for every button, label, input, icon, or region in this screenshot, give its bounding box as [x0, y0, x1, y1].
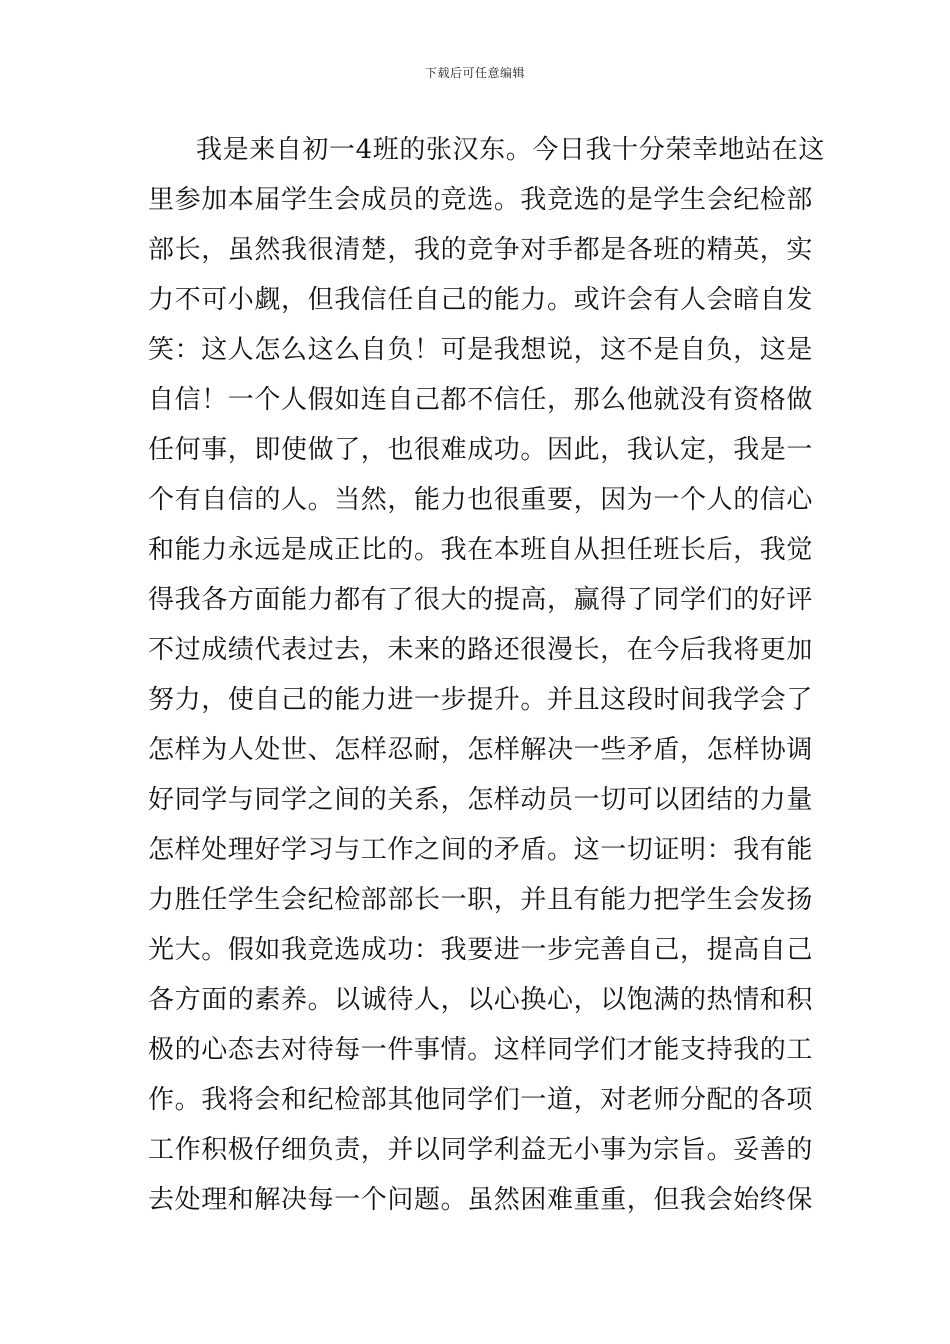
- text-line-6: 自信！一个人假如连自己都不信任，那么他就没有资格做: [148, 385, 814, 415]
- text-line-14: 好同学与同学之间的关系，怎样动员一切可以团结的力量: [148, 785, 814, 815]
- text-line-9: 和能力永远是成正比的。我在本班自从担任班长后，我觉: [148, 535, 814, 565]
- text-line-21: 工作积极仔细负责，并以同学利益无小事为宗旨。妥善的: [148, 1135, 814, 1165]
- text-line-10: 得我各方面能力都有了很大的提高，赢得了同学们的好评: [148, 585, 814, 615]
- text-line-8: 个有自信的人。当然，能力也很重要，因为一个人的信心: [148, 485, 814, 515]
- text-line-3: 部长，虽然我很清楚，我的竞争对手都是各班的精英，实: [148, 235, 814, 265]
- text-line-2: 里参加本届学生会成员的竞选。我竞选的是学生会纪检部: [148, 185, 814, 215]
- text-line-7: 任何事，即使做了，也很难成功。因此，我认定，我是一: [148, 435, 814, 465]
- text-line-22: 去处理和解决每一个问题。虽然困难重重，但我会始终保: [148, 1185, 814, 1215]
- text-line-17: 光大。假如我竞选成功：我要进一步完善自己，提高自己: [148, 935, 814, 965]
- text-line-11: 不过成绩代表过去，未来的路还很漫长，在今后我将更加: [148, 635, 814, 665]
- text-line-12: 努力，使自己的能力进一步提升。并且这段时间我学会了: [148, 685, 814, 715]
- text-line-13: 怎样为人处世、怎样忍耐，怎样解决一些矛盾，怎样协调: [148, 735, 814, 765]
- text-line-5: 笑：这人怎么这么自负！可是我想说，这不是自负，这是: [148, 335, 814, 365]
- text-line-1: 我是来自初一4班的张汉东。今日我十分荣幸地站在这: [196, 135, 825, 165]
- text-line-15: 怎样处理好学习与工作之间的矛盾。这一切证明：我有能: [148, 835, 814, 865]
- text-line-19: 极的心态去对待每一件事情。这样同学们才能支持我的工: [148, 1035, 814, 1065]
- text-line-18: 各方面的素养。以诚待人，以心换心，以饱满的热情和积: [148, 985, 814, 1015]
- text-line-4: 力不可小觑，但我信任自己的能力。或许会有人会暗自发: [148, 285, 814, 315]
- text-line-20: 作。我将会和纪检部其他同学们一道，对老师分配的各项: [148, 1085, 814, 1115]
- text-line-16: 力胜任学生会纪检部部长一职，并且有能力把学生会发扬: [148, 885, 814, 915]
- page-header-note: 下载后可任意编辑: [424, 66, 525, 80]
